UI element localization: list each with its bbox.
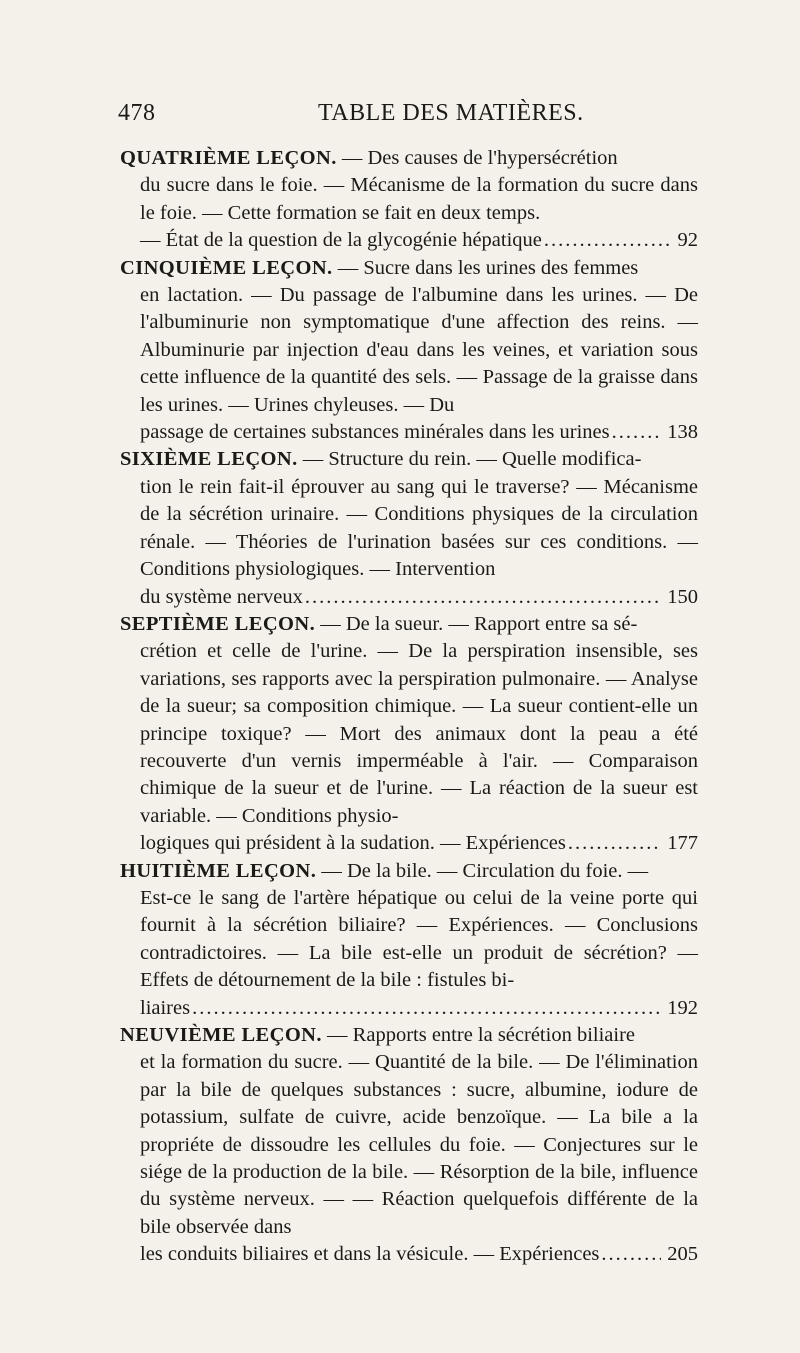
lesson-summary-end: du système nerveux — [140, 585, 303, 608]
entry-first-line — [120, 255, 698, 282]
entry-first-line — [120, 1022, 698, 1049]
lesson-heading: NEUVIÈME LEÇON. — [120, 1024, 322, 1046]
table-of-contents — [120, 145, 698, 1269]
entry-last-line — [120, 995, 698, 1022]
entry-first-line — [120, 145, 698, 172]
entry-page-number: 150 — [667, 585, 698, 608]
lesson-summary: et la formation du sucre. — Quantité de la bile. — De l'élimination par la bile de quelques substances : sucre, albumine, iodure de potassium, sulfate de cuivre, acide benzoïque. — La bile a la propriéte de dissoudre les cellules du foie. — Conjectures sur le siége de la production de la bile. — Résorption de la bile, influence du système nerveux. — — Réaction quelquefois différente de la bile observée dans — [140, 1051, 698, 1238]
toc-entry — [120, 446, 698, 610]
lesson-summary: tion le rein fait-il éprouver au sang qui le traverse? — Mécanisme de la sécrétion urinaire. — Conditions physiques de la circulation rénale. — Théories de l'urination basées sur ces conditions. — Conditions physiologiques. — Intervention — [140, 475, 698, 581]
lesson-summary-start: — Des causes de l'hypersécrétion — [341, 147, 618, 169]
running-head — [118, 100, 696, 134]
lesson-summary: du sucre dans le foie. — Mécanisme de la formation du sucre dans le foie. — Cette formation se fait en deux temps. — [140, 174, 698, 224]
lesson-summary: Est-ce le sang de l'artère hépatique ou celui de la veine porte qui fournit à la sécrétion biliaire? — Expériences. — Conclusions contradictoires. — La bile est-elle un produit de sécrétion? — Effets de détournement de la bile : fistules bi- — [140, 886, 698, 992]
entry-last-line — [120, 584, 698, 611]
lesson-heading: QUATRIÈME LEÇON. — [120, 147, 337, 169]
toc-entry — [120, 255, 698, 447]
lesson-summary-start: — De la bile. — Circulation du foie. — — [321, 859, 649, 882]
entry-page-number: 205 — [667, 1243, 698, 1266]
entry-last-line — [120, 227, 698, 254]
lesson-heading: HUITIÈME LEÇON. — [120, 859, 317, 882]
entry-page-number: 92 — [677, 229, 698, 252]
lesson-summary-end: — État de la question de la glycogénie hépatique — [140, 229, 542, 252]
entry-page-number: 138 — [667, 421, 698, 444]
dot-leader — [612, 419, 662, 446]
entry-last-line — [120, 419, 698, 446]
lesson-heading: CINQUIÈME LEÇON. — [120, 256, 333, 279]
lesson-summary-start: — De la sueur. — Rapport entre sa sé- — [320, 612, 638, 635]
lesson-summary-start: — Sucre dans les urines des femmes — [337, 256, 639, 279]
lesson-summary-start: — Rapports entre la sécrétion biliaire — [327, 1024, 636, 1046]
lesson-heading: SIXIÈME LEÇON. — [120, 448, 298, 471]
entry-first-line — [120, 611, 698, 638]
page-number: 478 — [118, 100, 156, 126]
entry-first-line — [120, 446, 698, 473]
lesson-summary-end: logiques qui président à la sudation. — Expériences — [140, 832, 566, 855]
lesson-summary-end: liaires — [140, 996, 191, 1019]
dot-leader — [305, 584, 661, 611]
entry-last-line — [120, 1241, 698, 1268]
toc-entry — [120, 1022, 698, 1269]
entry-last-line — [120, 830, 698, 857]
dot-leader — [192, 995, 661, 1022]
toc-entry — [120, 145, 698, 255]
dot-leader — [544, 227, 672, 254]
entry-page-number: 192 — [667, 996, 698, 1019]
toc-entry — [120, 611, 698, 858]
dot-leader — [568, 830, 661, 857]
dot-leader — [601, 1241, 661, 1268]
lesson-summary-start: — Structure du rein. — Quelle modifica- — [302, 448, 642, 471]
toc-entry — [120, 858, 698, 1022]
lesson-summary-end: passage de certaines substances minérales dans les urines — [140, 421, 610, 444]
lesson-summary: en lactation. — Du passage de l'albumine dans les urines. — De l'albuminurie non symptomatique d'une affection des reins. — Albuminurie par injection d'eau dans les veines, et variation sous cette influence de la quantité des sels. — Passage de la graisse dans les urines. — Urines chyleuses. — Du — [140, 284, 698, 416]
lesson-summary-end: les conduits biliaires et dans la vésicule. — Expériences — [140, 1243, 600, 1266]
lesson-summary: crétion et celle de l'urine. — De la perspiration insensible, ses variations, ses rapports avec la perspiration pulmonaire. — Analyse de la sueur; sa composition chimique. — La sueur contient-elle un principe toxique? — Mort des animaux dont la peau a été recouverte d'un vernis imperméable à l'air. — Comparaison chimique de la sueur et de l'urine. — La réaction de la sueur est variable. — Conditions physio- — [140, 640, 698, 827]
lesson-heading: SEPTIÈME LEÇON. — [120, 612, 316, 635]
page-title: TABLE DES MATIÈRES. — [318, 100, 584, 126]
entry-first-line — [120, 858, 698, 885]
entry-page-number: 177 — [667, 832, 698, 855]
